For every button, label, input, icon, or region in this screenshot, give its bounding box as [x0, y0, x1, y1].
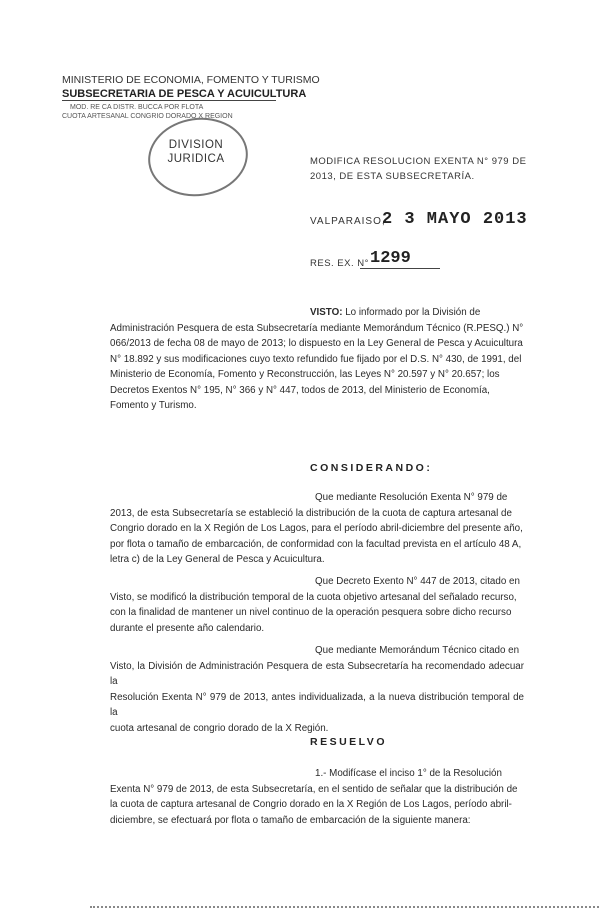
cons1-line: letra c) de la Ley General de Pesca y Acuicultura.	[110, 554, 325, 565]
visto-label: VISTO:	[310, 307, 343, 318]
cons1-line: 2013, de esta Subsecretaría se estableció la distribución de la cuota de captura artesanal de	[110, 507, 512, 519]
visto-line: Decretos Exentos N° 195, N° 366 y N° 447, todos de 2013, del Ministerio de Economía,	[110, 384, 490, 396]
cons2-line: Que Decreto Exento N° 447 de 2013, citado en	[315, 576, 520, 587]
cons1-line: Congrio dorado en la X Región de Los Lagos, para el período abril-diciembre del presente año,	[110, 523, 523, 534]
ministry-name: MINISTERIO DE ECONOMIA, FOMENTO Y TURISMO	[62, 74, 320, 86]
scan-edge	[90, 906, 600, 908]
subject-line-2: 2013, DE ESTA SUBSECRETARÍA.	[310, 171, 475, 182]
subject-block	[310, 154, 526, 184]
cons1-line: por flota o tamaño de embarcación, de conformidad con la facultad prevista en el artículo 48 A,	[110, 538, 522, 550]
cons3-line: Que mediante Memorándum Técnico citado en	[315, 645, 520, 656]
considerando-heading: CONSIDERANDO:	[310, 462, 433, 474]
place-label: VALPARAISO,	[310, 216, 386, 227]
visto-line: N° 18.892 y sus modificaciones cuyo texto refundido fue fijado por el D.S. N° 430, de 1991, del	[110, 353, 522, 365]
reference-line-1: MOD. RE CA DISTR. BUCCA POR FLOTA	[70, 104, 204, 111]
resuelvo-heading: RESUELVO	[310, 736, 387, 748]
considerando-paragraph-1	[110, 490, 524, 568]
cons1-line: Que mediante Resolución Exenta N° 979 de	[315, 492, 508, 503]
cons2-line: durante el presente año calendario.	[110, 622, 265, 634]
resolution-date: 2 3 MAYO 2013	[382, 210, 528, 229]
cons2-line: con la finalidad de mantener un nivel continuo de la operación pesquera sobre dicho recurso	[110, 607, 512, 618]
visto-line: Ministerio de Economía, Fomento y Reconstrucción, las Leyes N° 20.597 y N° 20.657; los	[110, 369, 500, 380]
visto-paragraph	[110, 305, 524, 414]
visto-line: 066/2013 de fecha 08 de mayo de 2013; lo dispuesto en la Ley General de Pesca y Acuicultura	[110, 338, 523, 349]
cons3-line: Resolución Exenta N° 979 de 2013, antes individualizada, a la nueva distribución temporal de la	[110, 691, 524, 718]
subsecretaria-underline	[62, 100, 276, 101]
considerando-paragraph-2	[110, 574, 524, 636]
stamp-line-2: JURIDICA	[167, 153, 225, 165]
reference-line-2: CUOTA ARTESANAL CONGRIO DORADO X REGION	[62, 113, 233, 120]
res-number-label: RES. EX. N°	[310, 258, 369, 269]
cons3-line: cuota artesanal de congrio dorado de la X Región.	[110, 722, 329, 734]
res1-line: diciembre, se efectuará por flota o tamaño de embarcación de la siguiente manera:	[110, 814, 471, 826]
visto-line: Lo informado por la División de	[345, 307, 481, 318]
res1-line: la cuota de captura artesanal de Congrio dorado en la X Región de Los Lagos, período abril-	[110, 799, 512, 810]
considerando-paragraph-3	[110, 643, 524, 736]
stamp-line-1: DIVISION	[168, 139, 224, 151]
cons2-line: Visto, se modificó la distribución temporal de la cuota objetivo artesanal del señalado recurso,	[110, 591, 517, 603]
cons3-line: Visto, la División de Administración Pesquera de esta Subsecretaría ha recomendado adecuar la	[110, 660, 524, 687]
visto-first-line	[110, 305, 524, 321]
res-number: 1299	[370, 249, 411, 268]
res1-line: Exenta N° 979 de 2013, de esta Subsecretaría, en el sentido de señalar que la distribución de	[110, 783, 518, 795]
resuelvo-paragraph-1	[110, 766, 524, 828]
visto-line: Fomento y Turismo.	[110, 400, 197, 411]
subject-line-1: MODIFICA RESOLUCION EXENTA N° 979 DE	[310, 156, 527, 167]
subsecretaria-name: SUBSECRETARIA DE PESCA Y ACUICULTURA	[62, 88, 307, 100]
res-number-underline	[360, 268, 440, 269]
res1-line: 1.- Modifícase el inciso 1° de la Resolución	[315, 768, 502, 779]
visto-line: Administración Pesquera de esta Subsecretaría mediante Memorándum Técnico (R.PESQ.) N°	[110, 322, 524, 334]
